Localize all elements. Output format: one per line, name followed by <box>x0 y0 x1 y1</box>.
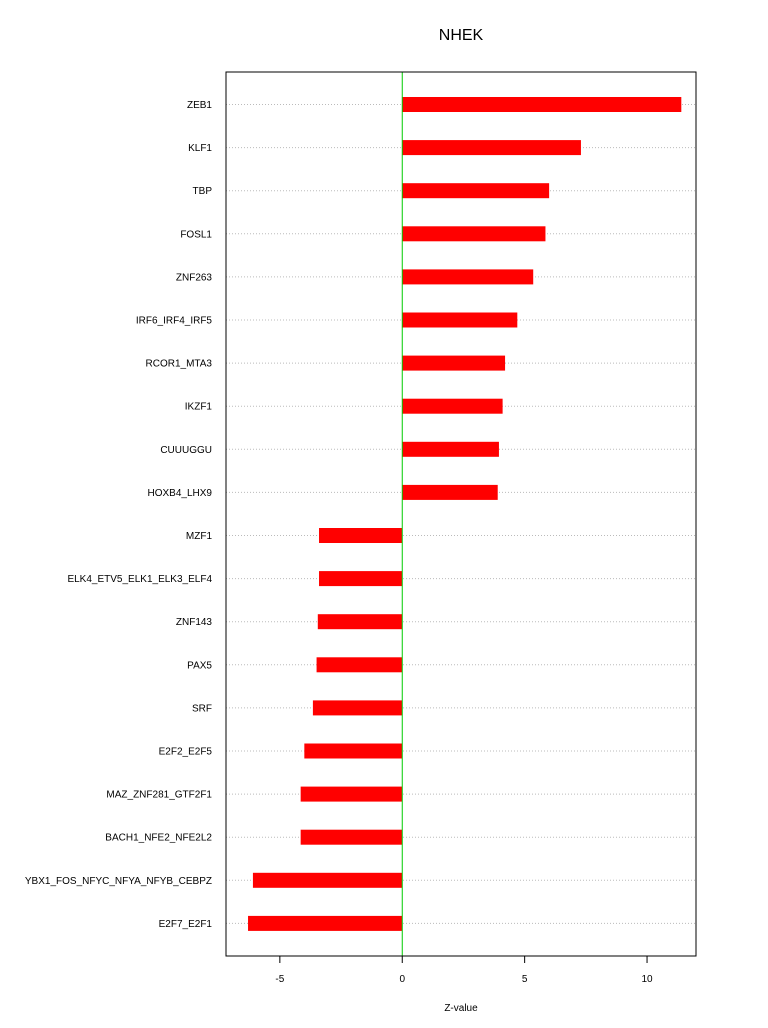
bar <box>402 269 533 284</box>
bar <box>253 873 402 888</box>
category-label: ELK4_ETV5_ELK1_ELK3_ELF4 <box>67 574 212 586</box>
chart-title: NHEK <box>438 27 484 44</box>
category-label: BACH1_NFE2_NFE2L2 <box>105 832 212 844</box>
category-label: RCOR1_MTA3 <box>145 358 212 370</box>
category-label: MAZ_ZNF281_GTF2F1 <box>106 789 212 801</box>
bar <box>402 442 499 457</box>
bar <box>402 313 517 328</box>
category-label: E2F2_E2F5 <box>158 746 212 758</box>
bar <box>318 614 402 629</box>
bar <box>402 97 681 112</box>
x-tick-label: -5 <box>275 974 285 985</box>
category-label: MZF1 <box>185 531 212 542</box>
bar <box>402 356 505 371</box>
bar <box>402 399 502 414</box>
bar <box>301 787 403 802</box>
category-label: HOXB4_LHX9 <box>147 487 212 499</box>
plot-frame <box>226 72 696 956</box>
bar-layer <box>248 97 681 931</box>
bar <box>402 226 545 241</box>
category-label: E2F7_E2F1 <box>158 918 212 930</box>
bar <box>304 744 402 759</box>
category-label: YBX1_FOS_NFYC_NFYA_NFYB_CEBPZ <box>24 875 212 887</box>
bar <box>402 183 549 198</box>
category-label: ZEB1 <box>186 100 212 111</box>
category-label: KLF1 <box>188 143 212 155</box>
x-tick-label: 5 <box>521 974 528 985</box>
bar <box>313 700 402 715</box>
bar <box>301 830 403 845</box>
category-label: ZNF143 <box>175 617 212 629</box>
bar <box>402 485 497 500</box>
category-label: CUUUGGU <box>160 444 212 456</box>
category-label-layer <box>25 100 213 930</box>
bar <box>319 571 402 586</box>
category-label: PAX5 <box>187 660 212 672</box>
bar <box>402 140 581 155</box>
category-label: IKZF1 <box>184 401 212 413</box>
x-tick-label: 0 <box>399 974 406 985</box>
bar <box>248 916 402 931</box>
x-axis-label: Z-value <box>444 1003 478 1014</box>
category-label: IRF6_IRF4_IRF5 <box>135 315 212 327</box>
bar <box>317 657 403 672</box>
category-label: SRF <box>192 703 212 715</box>
category-label: FOSL1 <box>180 229 212 241</box>
category-label: ZNF263 <box>175 272 212 284</box>
bar <box>319 528 402 543</box>
x-axis <box>275 956 653 985</box>
x-tick-label: 10 <box>641 974 653 985</box>
category-label: TBP <box>192 186 212 198</box>
